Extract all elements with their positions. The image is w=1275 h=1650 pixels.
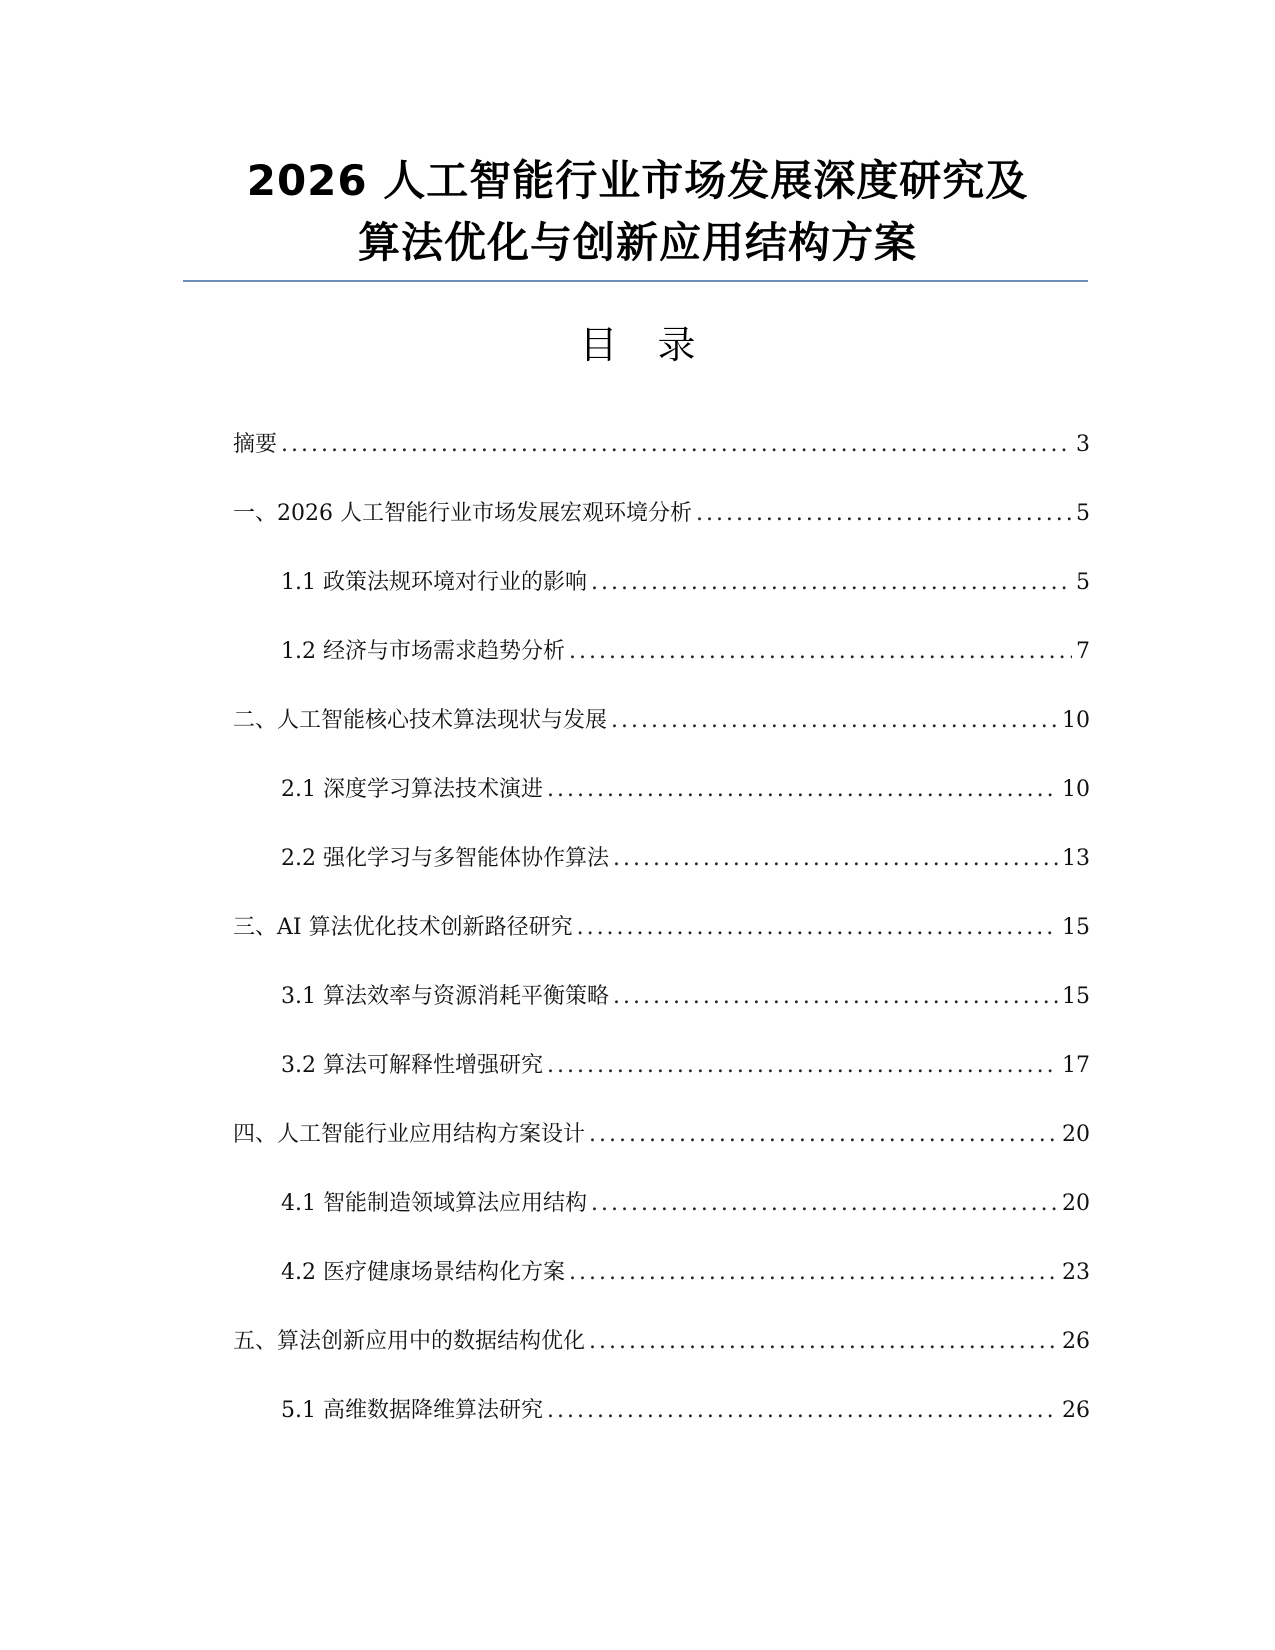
toc-dot-leader	[591, 1189, 1058, 1219]
toc-page-number: 26	[1062, 1398, 1090, 1423]
table-of-contents	[233, 430, 1090, 1465]
toc-entry-label: 1.2 经济与市场需求趋势分析	[281, 639, 565, 664]
toc-subentry	[233, 1396, 1090, 1465]
toc-subentry	[233, 1189, 1090, 1258]
document-title	[180, 150, 1095, 274]
toc-page-number: 13	[1062, 846, 1090, 871]
toc-page-number: 17	[1062, 1053, 1090, 1078]
toc-dot-leader	[696, 499, 1072, 529]
toc-dot-leader	[577, 913, 1058, 943]
toc-entry-label: 3.1 算法效率与资源消耗平衡策略	[281, 984, 609, 1009]
toc-entry-label: 1.1 政策法规环境对行业的影响	[281, 570, 587, 595]
toc-entry-label: 摘要	[233, 432, 278, 457]
toc-page-number: 10	[1062, 708, 1090, 733]
toc-entry	[233, 1120, 1090, 1189]
toc-dot-leader	[611, 706, 1058, 736]
toc-dot-leader	[613, 844, 1058, 874]
toc-entry-label: 2.1 深度学习算法技术演进	[281, 777, 543, 802]
document-title-line-1: 2026 人工智能行业市场发展深度研究及	[246, 156, 1029, 205]
toc-entry	[233, 913, 1090, 982]
toc-page-number: 15	[1062, 984, 1090, 1009]
toc-entry-label: 五、算法创新应用中的数据结构优化	[233, 1329, 586, 1354]
toc-entry	[233, 1327, 1090, 1396]
toc-entry-label: 2.2 强化学习与多智能体协作算法	[281, 846, 609, 871]
toc-page-number: 20	[1062, 1122, 1090, 1147]
toc-dot-leader	[569, 637, 1072, 667]
toc-dot-leader	[547, 775, 1058, 805]
toc-dot-leader	[547, 1396, 1058, 1426]
toc-dot-leader	[613, 982, 1058, 1012]
toc-subentry	[233, 775, 1090, 844]
toc-entry-label: 4.1 智能制造领域算法应用结构	[281, 1191, 587, 1216]
toc-page-number: 26	[1062, 1329, 1090, 1354]
toc-subentry	[233, 1051, 1090, 1120]
toc-entry	[233, 706, 1090, 775]
toc-page-number: 10	[1062, 777, 1090, 802]
toc-entry	[233, 430, 1090, 499]
toc-page-number: 15	[1062, 915, 1090, 940]
toc-heading: 目录	[579, 323, 736, 367]
toc-page-number: 5	[1076, 501, 1090, 526]
toc-subentry	[233, 844, 1090, 913]
toc-entry	[233, 499, 1090, 568]
toc-subentry	[233, 637, 1090, 706]
toc-dot-leader	[591, 568, 1072, 598]
toc-entry-label: 四、人工智能行业应用结构方案设计	[233, 1122, 586, 1147]
toc-entry-label: 三、AI 算法优化技术创新路径研究	[233, 915, 573, 940]
toc-subentry	[233, 568, 1090, 637]
toc-page-number: 5	[1076, 570, 1090, 595]
toc-subentry	[233, 1258, 1090, 1327]
toc-page-number: 23	[1062, 1260, 1090, 1285]
toc-dot-leader	[589, 1120, 1058, 1150]
toc-page-number: 7	[1076, 639, 1090, 664]
toc-entry-label: 3.2 算法可解释性增强研究	[281, 1053, 543, 1078]
toc-dot-leader	[569, 1258, 1058, 1288]
toc-dot-leader	[281, 430, 1072, 460]
toc-subentry	[233, 982, 1090, 1051]
toc-entry-label: 二、人工智能核心技术算法现状与发展	[233, 708, 608, 733]
toc-dot-leader	[589, 1327, 1058, 1357]
toc-entry-label: 一、2026 人工智能行业市场发展宏观环境分析	[233, 501, 692, 526]
toc-entry-label: 5.1 高维数据降维算法研究	[281, 1398, 543, 1423]
toc-page-number: 20	[1062, 1191, 1090, 1216]
title-divider	[183, 280, 1088, 282]
toc-entry-label: 4.2 医疗健康场景结构化方案	[281, 1260, 565, 1285]
document-title-line-2: 算法优化与创新应用结构方案	[357, 218, 917, 267]
toc-page-number: 3	[1076, 432, 1090, 457]
toc-dot-leader	[547, 1051, 1058, 1081]
